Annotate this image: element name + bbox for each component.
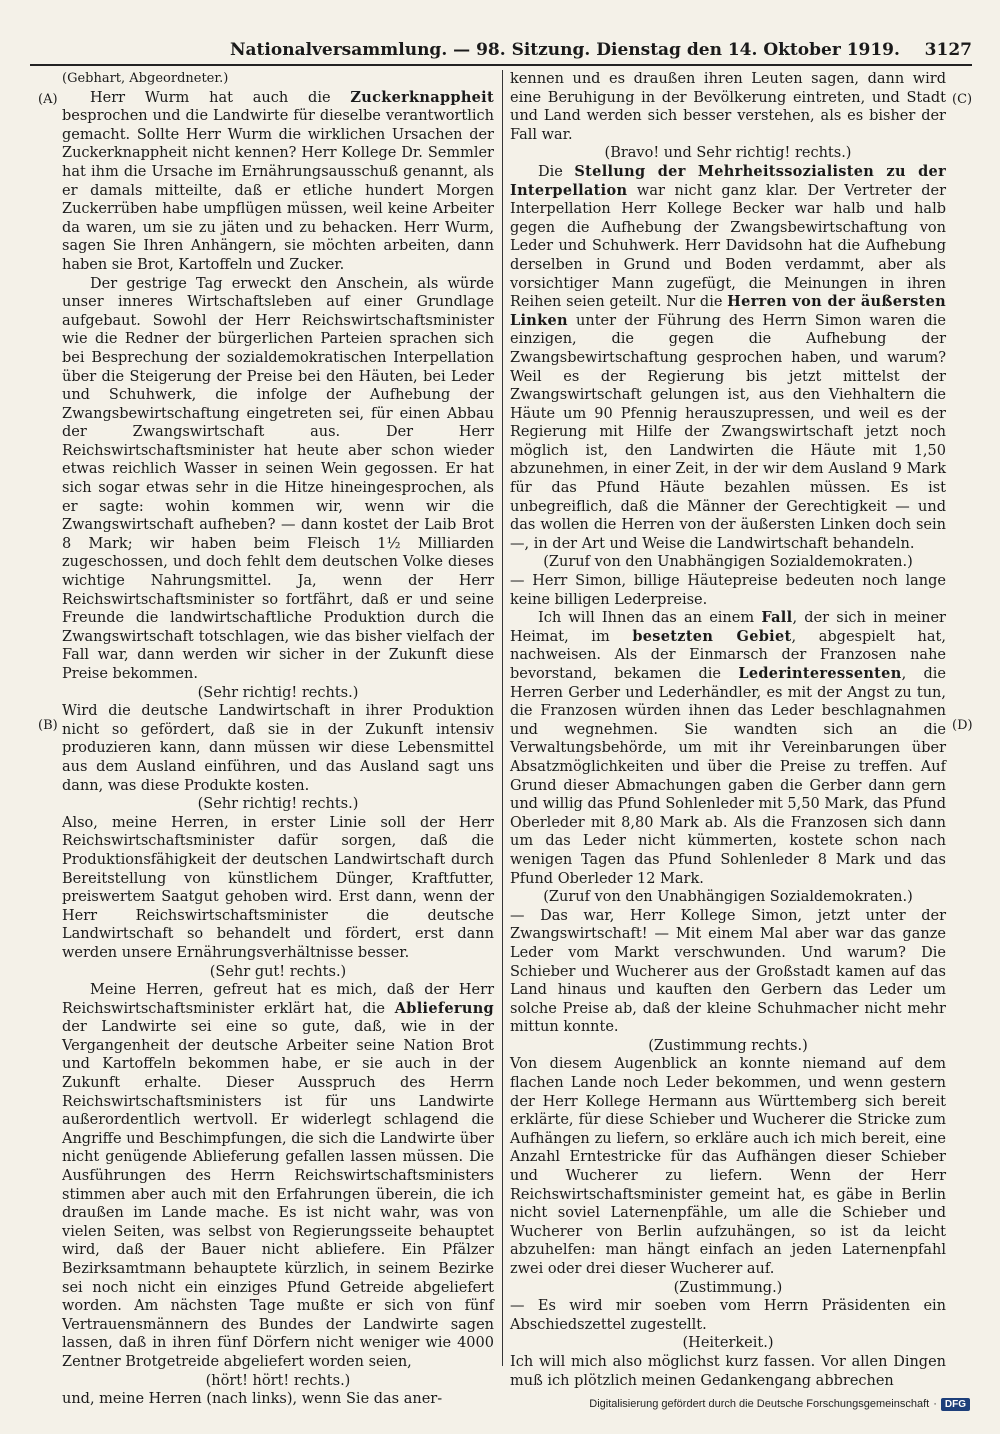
- credit-text: Digitalisierung gefördert durch die Deutsche Forschungsgemeinschaft: [589, 1398, 930, 1410]
- margin-marker-d: (D): [952, 718, 973, 733]
- bold-term: besetzten Gebiet: [632, 627, 792, 645]
- bold-term: Fall: [761, 609, 793, 627]
- speaker-label: (Gebhart, Abgeordneter.): [62, 71, 229, 86]
- interjection: (Sehr richtig! rechts.): [197, 796, 359, 813]
- paragraph: Wird die deutsche Landwirtschaft in ihrer Produktion nicht so gefördert, daß sie in der Zukunft intensiv produzieren kann, dann müssen wir diese Lebensmittel aus dem Ausland einführen, und das Ausland sagt uns dann, was diese Produkte kosten.: [62, 703, 494, 794]
- interjection: (Zuruf von den Unabhängigen Sozialdemokraten.): [543, 554, 913, 571]
- bold-term: Stellung der Mehrheitssozialisten zu der Interpellation: [510, 162, 947, 199]
- paragraph: Ich will Ihnen das an einem Fall, der sich in meiner Heimat, im besetzten Gebiet, abgespielt hat, nachweisen. Als der Einmarsch der Franzosen nahe bevorstand, bekamen die Lederinteressenten, die Herren Gerber und Lederhändler, es mit der Angst zu tun, die Franzosen würden ihnen das Leder beschlagnahmen und wegnehmen. Sie wandten sich an die Verwaltungsbehörde, um mit ihr Vereinbarungen über Absatzmöglichkeiten und über die Preise zu treffen. Auf Grund dieser Abmachungen gaben die Gerber dann gern und willig das Pfund Sohlenleder mit 5,50 Mark, das Pfund Oberleder mit 8,80 Mark ab. Als die Franzosen sich dann um das Leder nicht kümmerten, kostete schon nach wenigen Tagen das Pfund Sohlenleder 8 Mark und das Pfund Oberleder 12 Mark.: [510, 609, 947, 887]
- paragraph: und, meine Herren (nach links), wenn Sie das aner-: [62, 1391, 443, 1408]
- paragraph: Meine Herren, gefreut hat es mich, daß der Herr Reichswirtschaftsminister erklärt hat, die Ablieferung der Landwirte sei eine so gute, daß, wie in der Vergangenheit der deutsche Arbeiter seine Nation Brot und Kartoffeln bekommen habe, er sie auch in der Zukunft erhalte. Dieser Ausspruch des Herrn Reichswirtschaftsministers ist für uns Landwirte außerordentlich wertvoll. Er widerlegt schlagend die Angriffe und Beschimpfungen, die sich die Landwirte über nicht genügende Ablieferung gefallen lassen müssen. Die Ausführungen des Herrn Reichswirtschaftsministers stimmen aber auch mit den Erfahrungen überein, die ich draußen im Lande mache. Es ist nicht wahr, was von vielen Seiten, was selbst von Regierungsseite behauptet wird, daß der Bauer nicht abliefere. Ein Pfälzer Bezirksamtmann behauptete kürzlich, in seinem Bezirke sei noch nicht ein einziges Pfund Getreide abgeliefert worden. Am nächsten Tage mußte er sich von fünf Vertrauensmännern des Bundes der Landwirte sagen lassen, daß in ihren fünf Dörfern nicht weniger wie 4000 Zentner Brotgetreide abgeliefert worden seien,: [62, 982, 494, 1370]
- interjection: (Heiterkeit.): [682, 1335, 774, 1352]
- interjection: (Zustimmung.): [673, 1279, 783, 1296]
- interjection: (Bravo! und Sehr richtig! rechts.): [604, 145, 852, 162]
- interjection: (Sehr richtig! rechts.): [197, 684, 359, 701]
- running-header: [30, 38, 972, 66]
- paragraph: Herr Wurm hat auch die Zuckerknappheit besprochen und die Landwirte für dieselbe verantwortlich gemacht. Sollte Herr Wurm die wirklichen Ursachen der Zuckerknappheit nicht kennen? Herr Kollege Dr. Semmler hat ihm die Ursache im Ernährungsausschuß genannt, als er damals mitteilte, daß er etliche hundert Morgen Zuckerrüben habe umpflügen müssen, weil keine Arbeiter da waren, um sie zu jäten und zu behacken. Herr Wurm, sagen Sie Ihren Anhängern, sie möchten arbeiten, dann haben sie Brot, Kartoffeln und Zucker.: [62, 88, 494, 273]
- interjection: (Zuruf von den Unabhängigen Sozialdemokraten.): [543, 889, 913, 906]
- margin-marker-a: (A): [38, 92, 58, 107]
- dfg-logo-icon: DFG: [941, 1398, 970, 1411]
- paragraph: — Es wird mir soeben vom Herrn Präsidenten ein Abschiedszettel zugestellt.: [510, 1298, 946, 1333]
- paragraph: Also, meine Herren, in erster Linie soll der Herr Reichswirtschaftsminister dafür sorgen, daß die Produktionsfähigkeit der deutschen Landwirtschaft durch Bereitstellung von künstlichem Dünger, Kraftfutter, preiswertem Saatgut gehoben wird. Erst dann, wenn der Herr Reichswirtschaftsminister die deutsche Landwirtschaft so behandelt und fördert, erst dann werden unsere Ernährungsverhältnisse besser.: [62, 814, 494, 961]
- paragraph: — Herr Simon, billige Häutepreise bedeuten noch lange keine billigen Lederpreise.: [510, 573, 946, 608]
- right-column: [510, 70, 946, 1390]
- bold-term: Lederinteressenten: [738, 665, 902, 682]
- margin-marker-b: (B): [38, 718, 58, 733]
- margin-marker-c: (C): [952, 92, 973, 107]
- paragraph: — Das war, Herr Kollege Simon, jetzt unter der Zwangswirtschaft! — Mit einem Mal aber war das ganze Leder vom Markt verschwunden. Und warum? Die Schieber und Wucherer aus der Großstadt kamen auf das Land hinaus und kauften den Gerbern das Leder um solche Preise ab, daß der kleine Schuhmacher nicht mehr mittun konnte.: [510, 907, 946, 1036]
- interjection: (hört! hört! rechts.): [205, 1372, 351, 1389]
- interjection: (Zustimmung rechts.): [648, 1037, 808, 1054]
- paragraph: Von diesem Augenblick an konnte niemand auf dem flachen Lande noch Leder bekommen, und wenn gestern der Herr Kollege Hermann aus Württemberg sich bereit erklärte, für diese Schieber und Wucherer die Stricke zum Aufhängen zu liefern, so erkläre auch ich mich bereit, eine Anzahl Erntestricke für das Aufhängen dieser Schieber und Wucherer zu liefern. Wenn der Herr Reichswirtschaftsminister gemeint hat, es gäbe in Berlin nicht soviel Laternenpfähle, um alle die Schieber und Wucherer von Berlin aufzuhängen, so ist da leicht abzuhelfen: man hängt einfach an jeden Laternenpfahl zwei oder drei dieser Wucherer auf.: [510, 1056, 946, 1277]
- interjection: (Sehr gut! rechts.): [209, 963, 347, 980]
- bold-term: Ablieferung: [394, 999, 494, 1017]
- digitization-credit: Digitalisierung gefördert durch die Deutsche Forschungsgemeinschaft · DFG: [589, 1396, 970, 1412]
- bold-term: Zuckerknappheit: [350, 88, 494, 106]
- paragraph: Die Stellung der Mehrheitssozialisten zu der Interpellation war nicht ganz klar. Der Vertreter der Interpellation Herr Kollege Becker war halb und halb gegen die Aufhebung der Zwangsbewirtschaftung von Leder und Schuhwerk. Herr Davidsohn hat die Aufhebung derselben in Grund und Boden verdammt, aber als vorsichtiger Mann zugefügt, die Meinungen in ihren Reihen seien geteilt. Nur die Herren von der äußersten Linken unter der Führung des Herrn Simon waren die einzigen, die gegen die Aufhebung der Zwangsbewirtschaftung gesprochen haben, und warum? Weil es der Regierung bis jetzt mittelst der Zwangswirtschaft gelungen ist, aus den Viehhaltern die Häute um 90 Pfennig herauszupressen, und weil es der Regierung mit Hilfe der Zwangswirtschaft jetzt noch möglich ist, den Landwirten die Häute mit 1,50 abzunehmen, in einer Zeit, in der wir dem Ausland 9 Mark für das Pfund Häute bezahlen müssen. Es ist unbegreiflich, daß die Männer der Gerechtigkeit — und das wollen die Herren von der äußersten Linken doch sein —, in der Art und Weise die Landwirtschaft behandeln.: [510, 162, 947, 552]
- paragraph: Der gestrige Tag erweckt den Anschein, als würde unser inneres Wirtschaftsleben auf einer Grundlage aufgebaut. Sowohl der Herr Reichswirtschaftsminister wie die Redner der bürgerlichen Parteien sprachen sich bei Besprechung der sozialdemokratischen Interpellation über die Steigerung der Preise bei den Häuten, bei Leder und Schuhwerk, die infolge der Aufhebung der Zwangsbewirtschaftung eingetreten sei, für einen Abbau der Zwangswirtschaft aus. Der Herr Reichswirtschaftsminister hat heute aber schon wieder etwas reichlich Wasser in seinen Wein gegossen. Er hat sich sogar etwas sehr in die Hitze hineingesprochen, als er sagte: wohin kommen wir, wenn wir die Zwangswirtschaft aufheben? — dann kostet der Laib Brot 8 Mark; wir haben beim Fleisch 1½ Milliarden zugeschossen, und doch fehlt dem deutschen Volke dieses wichtige Nahrungsmittel. Ja, wenn der Herr Reichswirtschaftsminister so fortfährt, daß er und seine Freunde die landwirtschaftliche Produktion durch die Zwangswirtschaft totschlagen, wie das bisher vielfach der Fall war, dann werden wir sicher in der Zukunft diese Preise bekommen.: [62, 275, 494, 682]
- paragraph: Ich will mich also möglichst kurz fassen. Vor allen Dingen muß ich plötzlich meinen Gedankengang abbrechen: [510, 1353, 946, 1389]
- page-number: 3127: [924, 40, 972, 60]
- left-column: [62, 70, 494, 1409]
- running-title: Nationalversammlung. — 98. Sitzung. Dienstag den 14. Oktober 1919.: [230, 40, 900, 60]
- paragraph: kennen und es draußen ihren Leuten sagen, dann wird eine Beruhigung in der Bevölkerung eintreten, und Stadt und Land werden sich besser verstehen, als es bisher der Fall war.: [510, 71, 946, 143]
- bold-term: Herren von der äußersten Linken: [510, 293, 946, 329]
- column-divider: [502, 70, 503, 1366]
